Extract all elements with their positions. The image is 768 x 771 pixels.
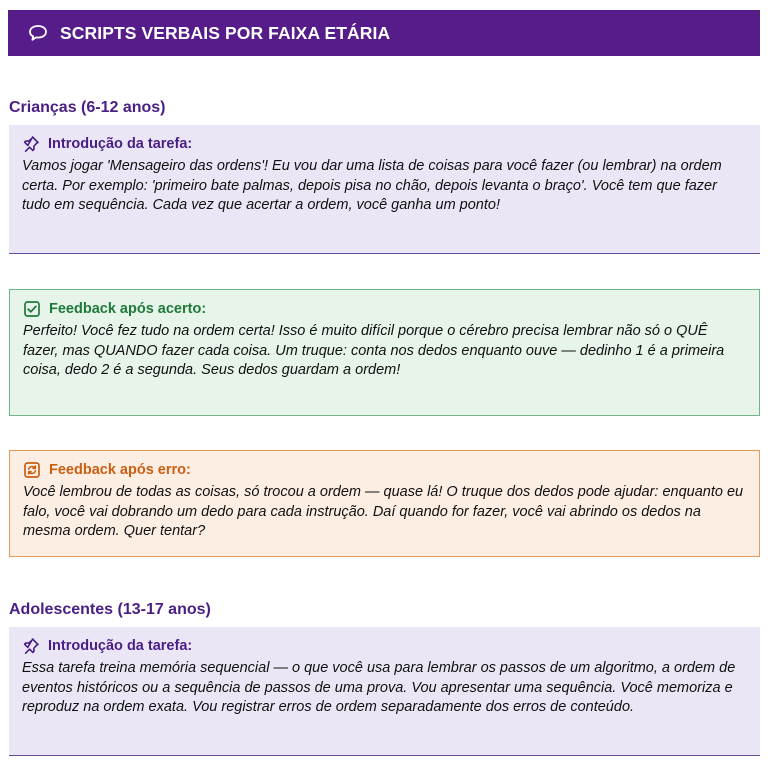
- intro-card-teens: [9, 627, 760, 756]
- page-header: [8, 10, 760, 56]
- error-card-children: [9, 450, 760, 557]
- intro-label: Introdução da tarefa:: [22, 637, 746, 655]
- retry-icon: [23, 461, 41, 479]
- section-title-children: Crianças (6-12 anos): [9, 99, 166, 116]
- error-text: Você lembrou de todas as coisas, só trocou a ordem — quase lá! O truque dos dedos pode ajudar: enquanto eu falo, você vai dobrando um dedo para cada instrução. Daí quando for fazer, você vai abrindo os dedos na mesma ordem. Quer tentar?: [23, 484, 744, 539]
- intro-text: Vamos jogar 'Mensageiro das ordens'! Eu vou dar uma lista de coisas para você fazer (ou lembrar) na ordem certa. Por exemplo: 'primeiro bate palmas, depois pisa no chão, depois levanta o braço'. Você tem que fazer tudo em sequência. Cada vez que acertar a ordem, você ganha um ponto!: [22, 158, 722, 213]
- check-box-icon: [23, 300, 41, 318]
- pin-icon: [22, 637, 40, 655]
- success-label: Feedback após acerto:: [23, 300, 745, 318]
- intro-card-children: [9, 125, 760, 254]
- pin-icon: [22, 135, 40, 153]
- page-title: SCRIPTS VERBAIS POR FAIXA ETÁRIA: [60, 22, 391, 43]
- error-label: Feedback após erro:: [23, 461, 745, 479]
- intro-label: Introdução da tarefa:: [22, 135, 746, 153]
- success-card-children: [9, 289, 760, 416]
- speech-bubble-icon: [28, 24, 48, 42]
- section-title-teens: Adolescentes (13-17 anos): [9, 601, 211, 618]
- success-text: Perfeito! Você fez tudo na ordem certa! Isso é muito difícil porque o cérebro precisa lembrar não só o QUÊ fazer, mas QUANDO fazer cada coisa. Um truque: conta nos dedos enquanto ouve — dedinho 1 é a primeira coisa, dedo 2 é a segunda. Seus dedos guardam a ordem!: [23, 323, 725, 378]
- intro-text: Essa tarefa treina memória sequencial — o que você usa para lembrar os passos de um algoritmo, a ordem de eventos históricos ou a sequência de passos de uma prova. Vou apresentar uma sequência. Você memoriza e reproduz na ordem exata. Vou registrar erros de ordem separadamente dos erros de conteúdo.: [22, 660, 736, 715]
